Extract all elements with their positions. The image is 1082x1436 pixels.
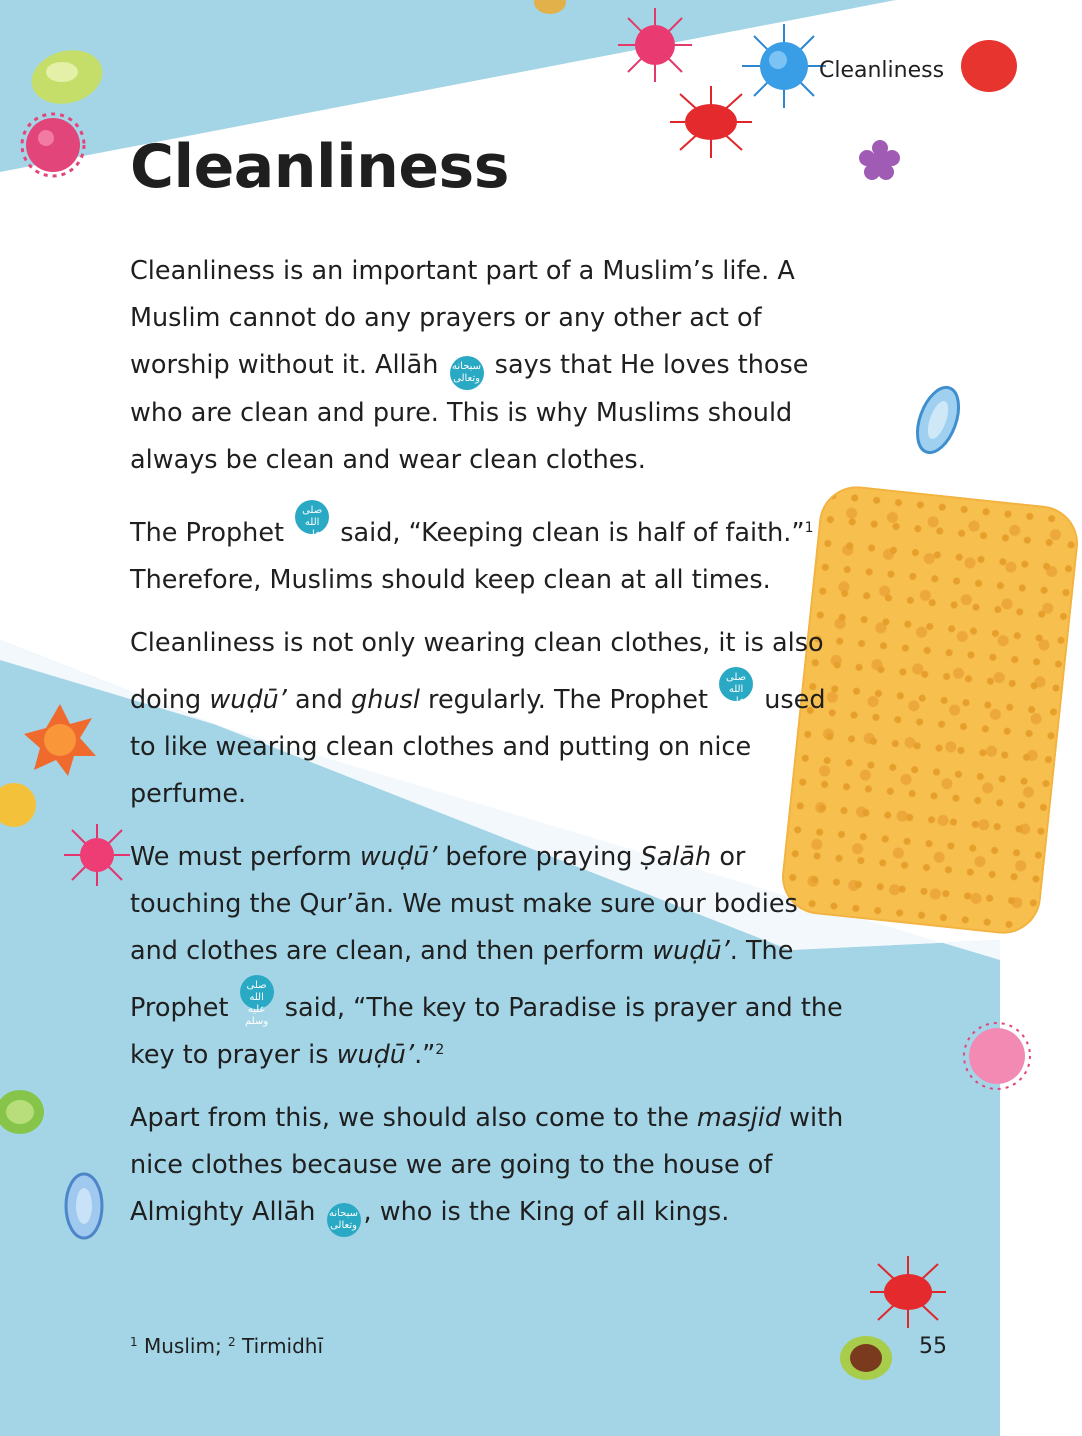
salla-badge-icon: صلى الله عليه وسلم — [295, 500, 329, 534]
text-span: with nice clothes because we are going to the house of Almighty Allāh — [130, 1103, 844, 1227]
body-text — [130, 248, 850, 1253]
blue-capsule-icon — [908, 372, 968, 462]
text-span: , who is the King of all kings. — [363, 1197, 730, 1227]
pink-spiky-germ-icon — [62, 822, 132, 888]
footnote-ref: 2 — [435, 1042, 445, 1058]
footnote-number: 1 — [130, 1335, 138, 1349]
text-span: used to like wearing clean clothes and putting on nice perfume. — [130, 685, 826, 809]
text-span: We must perform — [130, 842, 352, 872]
paragraph-5 — [130, 1095, 850, 1237]
footnote-source: Muslim; — [144, 1334, 229, 1358]
text-span: regularly. The Prophet — [428, 685, 708, 715]
subhanahu-badge-icon: سبحانه وتعالى — [327, 1203, 361, 1237]
text-span: or touching the Qur’ān. We must make sure our bodies and clothes are clean, and then perform — [130, 842, 798, 966]
footnote-source: Tirmidhī — [242, 1334, 324, 1358]
page-number: 55 — [919, 1334, 947, 1359]
text-span: The Prophet — [130, 518, 285, 548]
italic-term: wuḍū’ — [209, 685, 287, 715]
magenta-germ-icon — [610, 0, 700, 90]
text-span: and — [294, 685, 343, 715]
page-title: Cleanliness — [130, 132, 509, 202]
lime-germ-icon — [0, 1080, 50, 1144]
text-span: Cleanliness is not only wearing clean clothes, it is also doing — [130, 628, 824, 715]
pink-germ-icon — [8, 100, 98, 190]
text-span: says that He loves those who are clean and pure. This is why Muslims should always be clean and wear clean clothes. — [130, 350, 809, 475]
salla-badge-icon: صلى الله عليه وسلم — [240, 975, 274, 1009]
text-span: Therefore, Muslims should keep clean at all times. — [130, 565, 771, 595]
paragraph-4 — [130, 834, 850, 1079]
italic-term: masjid — [696, 1103, 782, 1133]
italic-term: Ṣalāh — [640, 842, 712, 872]
footnote — [130, 1334, 323, 1358]
yellow-germ-icon — [0, 770, 40, 840]
text-span: said, “The key to Paradise is prayer and the key to prayer is — [130, 993, 843, 1070]
footnote-number: 2 — [228, 1335, 236, 1349]
blue-capsule-icon-2 — [56, 1158, 112, 1248]
footnote-ref: 1 — [804, 520, 814, 536]
italic-term: ghusl — [351, 685, 420, 715]
orange-star-germ-icon — [20, 700, 100, 780]
red-blob-icon — [955, 28, 1000, 98]
text-span: before praying — [445, 842, 633, 872]
red-germ-icon — [666, 82, 756, 162]
pink-round-germ-icon — [955, 1016, 1000, 1096]
paragraph-2 — [130, 500, 850, 604]
text-span: said, “Keeping clean is half of faith.” — [340, 518, 805, 548]
salla-badge-icon: صلى الله عليه وسلم — [719, 667, 753, 701]
brown-seed-germ-icon — [836, 1330, 896, 1386]
italic-term: wuḍū’ — [336, 1040, 415, 1070]
italic-term: wuḍū’ — [359, 842, 438, 872]
text-span: . The Prophet — [130, 936, 794, 1023]
italic-term: wuḍū’ — [652, 936, 730, 966]
top-seed-germ-icon — [530, 0, 570, 16]
subhanahu-badge-icon: سبحانه وتعالى — [450, 356, 484, 390]
red-spiky-germ-icon — [866, 1252, 950, 1332]
running-head: Cleanliness — [819, 58, 945, 83]
text-span: .” — [414, 1040, 436, 1070]
text-span: Apart from this, we should also come to the — [130, 1103, 689, 1133]
text-span: Cleanliness is an important part of a Muslim’s life. A Muslim cannot do any prayers or any other act of worship without it. Allāh — [130, 256, 795, 380]
purple-flower-icon — [858, 138, 902, 182]
paragraph-1 — [130, 248, 850, 484]
paragraph-3 — [130, 620, 850, 818]
